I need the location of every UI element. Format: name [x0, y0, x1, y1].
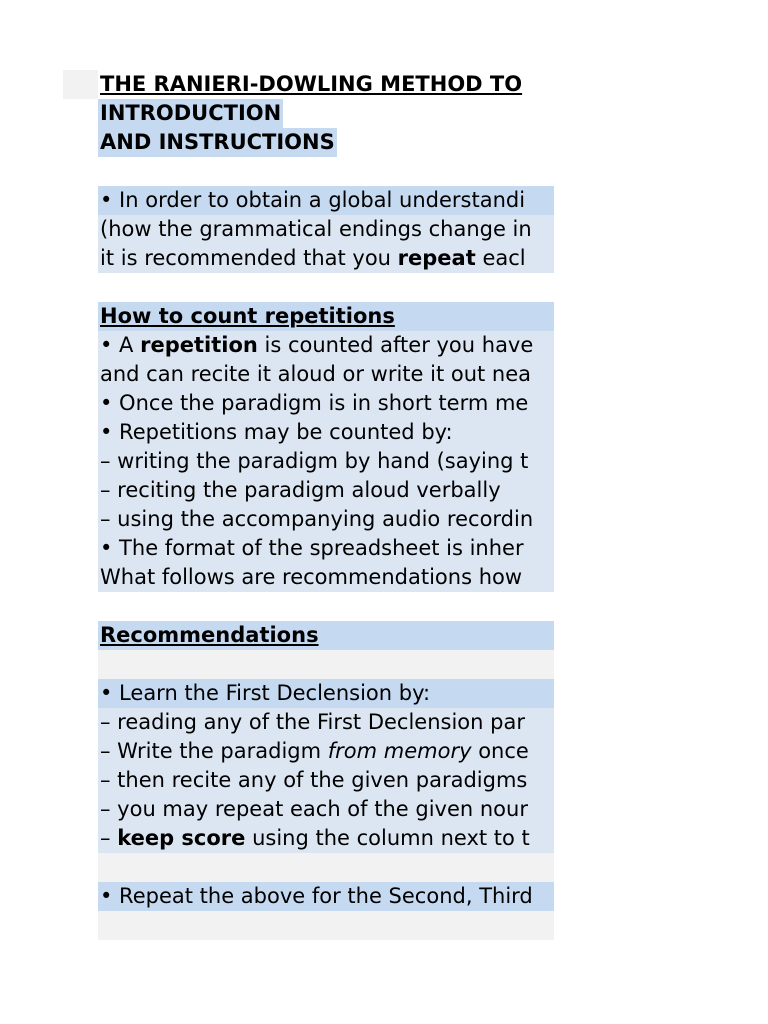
count-line: – using the accompanying audio recordin: [98, 505, 554, 534]
recommendation-line: – you may repeat each of the given nour: [98, 795, 554, 824]
document-title: THE RANIERI-DOWLING METHOD TO: [98, 70, 554, 99]
count-line: – writing the paradigm by hand (saying t: [98, 447, 554, 476]
intro-heading-highlight: INTRODUCTION: [98, 99, 283, 128]
intro-heading-highlight: AND INSTRUCTIONS: [98, 128, 337, 157]
recommendation-line: – keep score using the column next to t: [98, 824, 554, 853]
blank-row: [98, 273, 554, 302]
intro-line: • In order to obtain a global understandi: [98, 186, 554, 215]
count-line: What follows are recommendations how: [98, 563, 554, 592]
blank-row: [98, 853, 554, 882]
intro-heading-line-1: [98, 99, 554, 128]
row-header-strip: [63, 70, 98, 99]
count-heading: How to count repetitions: [98, 302, 554, 331]
recommendation-line: – reading any of the First Declension par: [98, 708, 554, 737]
count-line: • Once the paradigm is in short term me: [98, 389, 554, 418]
count-line: • The format of the spreadsheet is inher: [98, 534, 554, 563]
count-line: • Repetitions may be counted by:: [98, 418, 554, 447]
blank-row: [98, 157, 554, 186]
intro-line: (how the grammatical endings change in: [98, 215, 554, 244]
count-line: • A repetition is counted after you have: [98, 331, 554, 360]
final-line: • Repeat the above for the Second, Third: [98, 882, 554, 911]
recommendation-line: • Learn the First Declension by:: [98, 679, 554, 708]
intro-line: it is recommended that you repeat eacl: [98, 244, 554, 273]
blank-row: [98, 592, 554, 621]
intro-heading-line-2: [98, 128, 554, 157]
recommendation-line: – then recite any of the given paradigms: [98, 766, 554, 795]
blank-row: [98, 911, 554, 940]
count-line: and can recite it aloud or write it out nea: [98, 360, 554, 389]
blank-row: [98, 650, 554, 679]
recommendation-line: – Write the paradigm from memory once: [98, 737, 554, 766]
count-line: – reciting the paradigm aloud verbally: [98, 476, 554, 505]
recommendations-heading: Recommendations: [98, 621, 554, 650]
spreadsheet-cells: [98, 70, 554, 940]
